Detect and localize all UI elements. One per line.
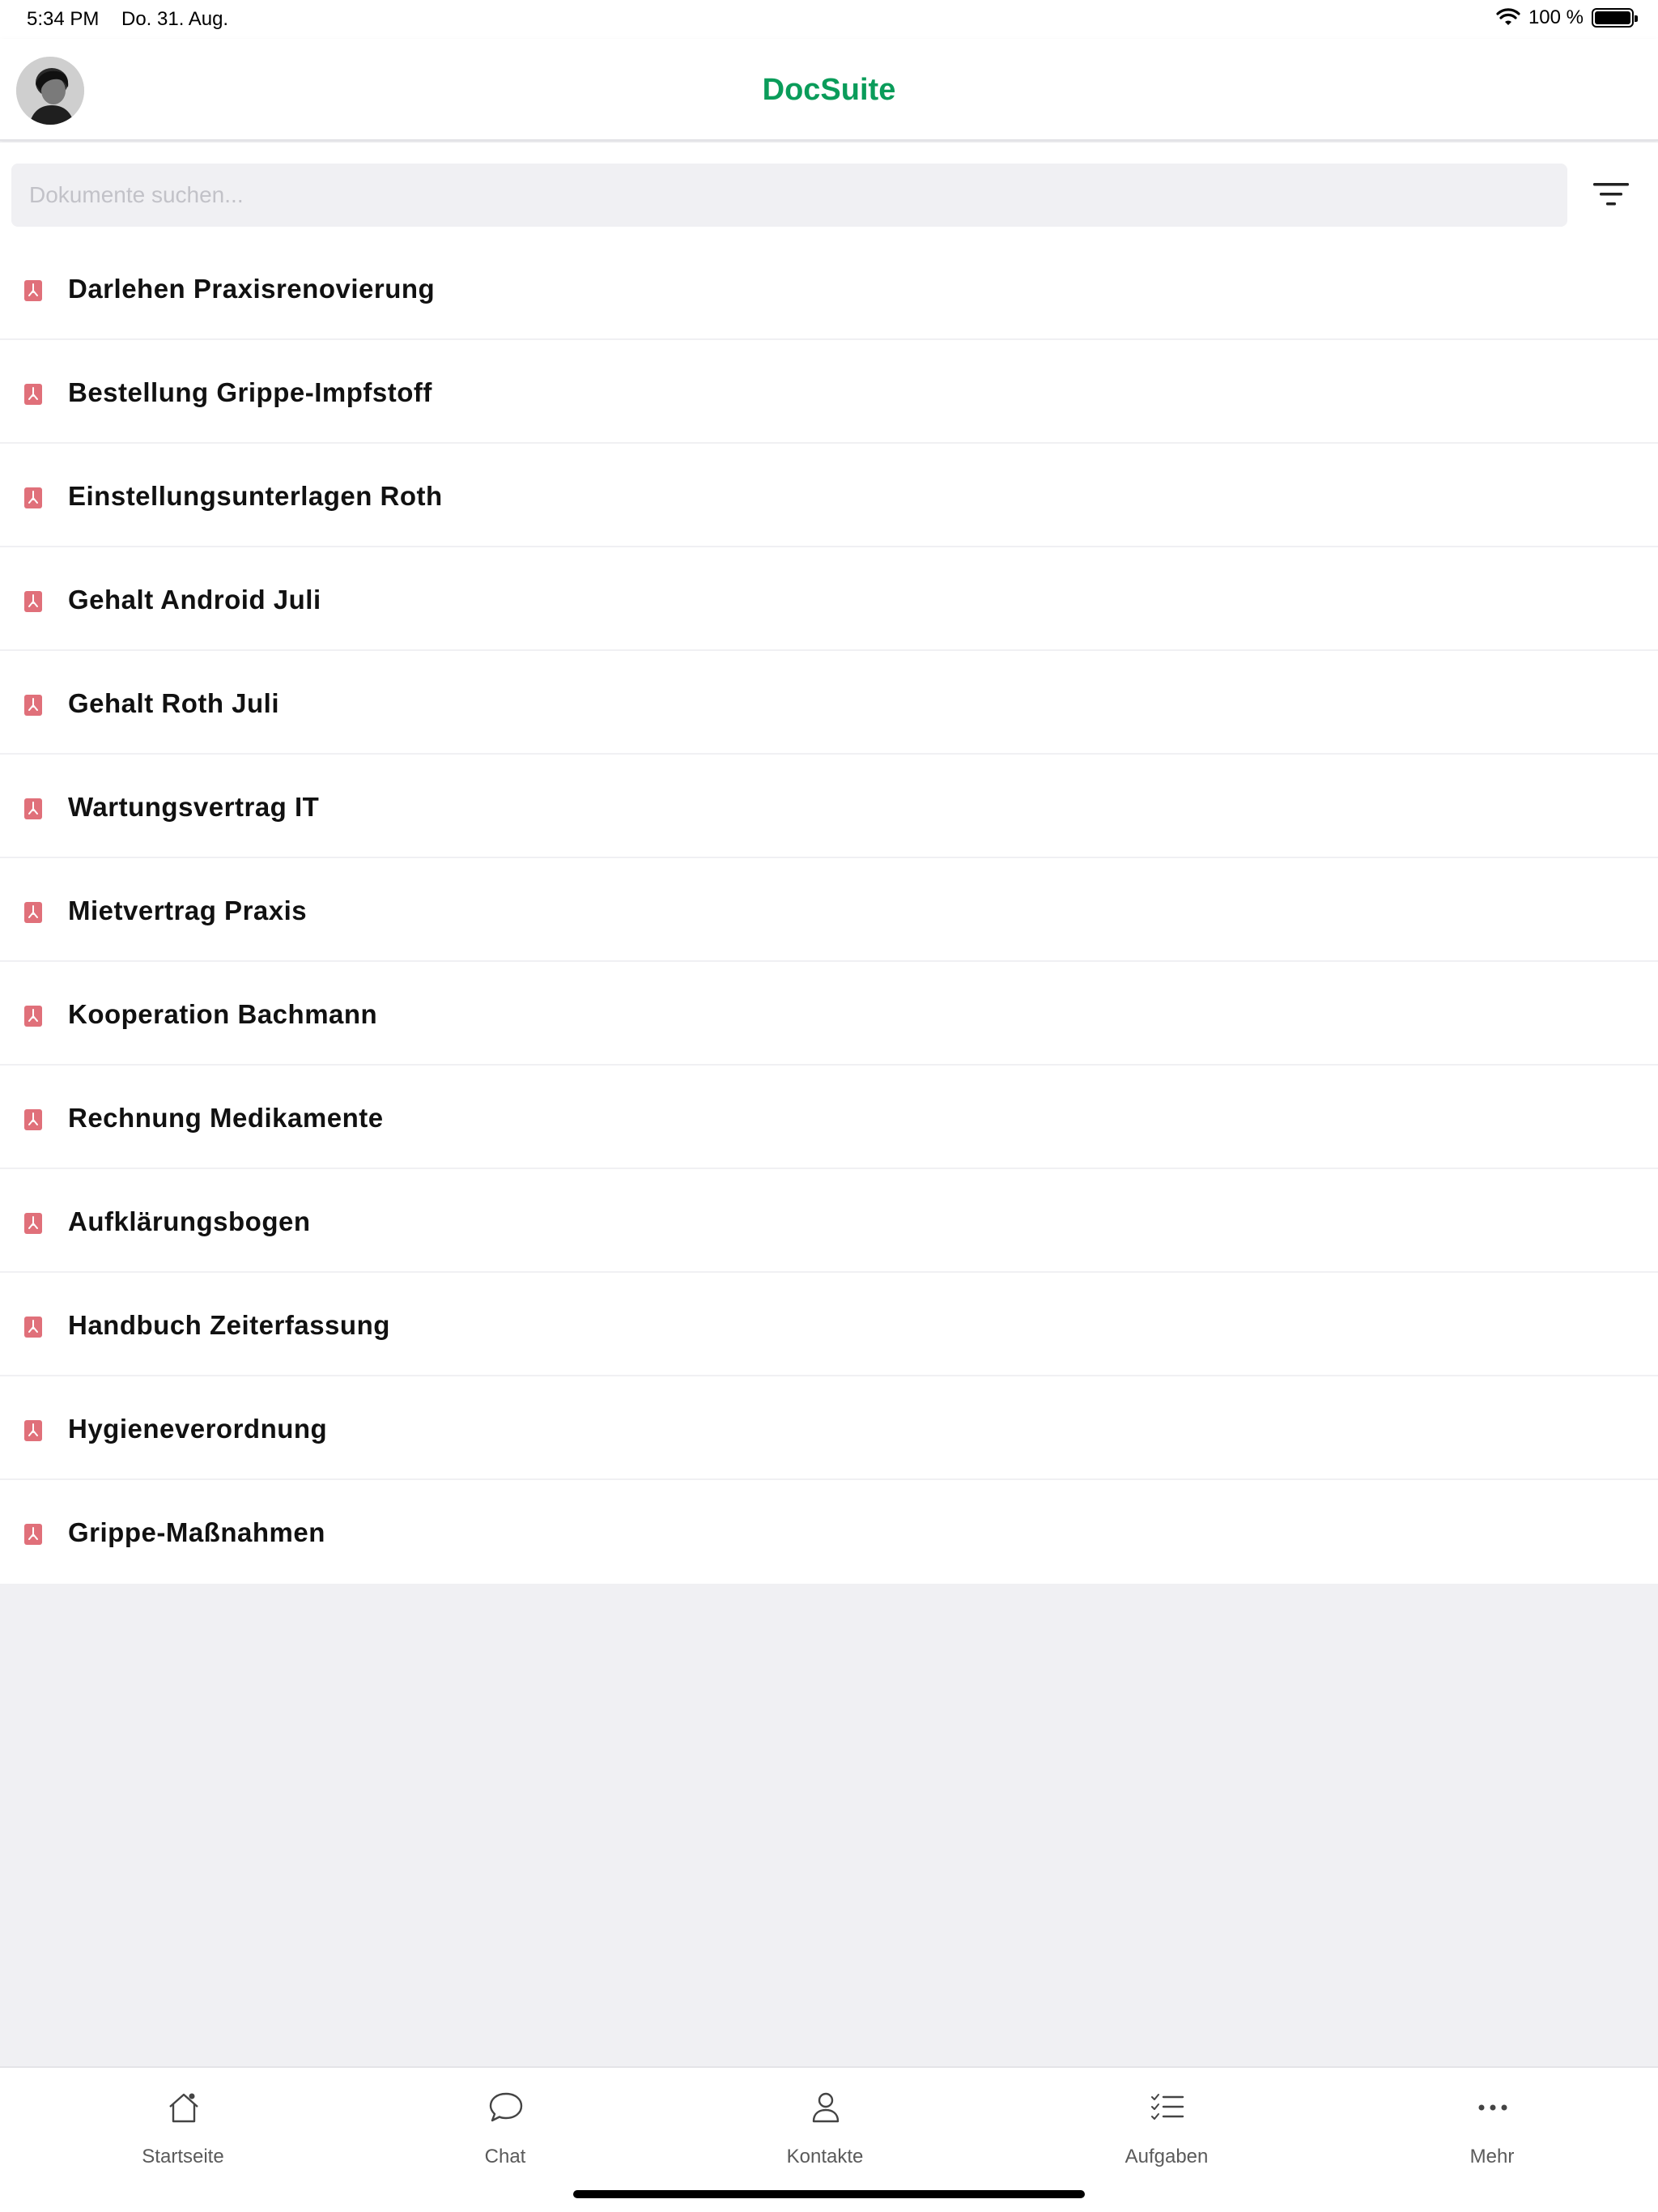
document-list — [0, 236, 1658, 1584]
document-title: Bestellung Grippe-Impfstoff — [68, 377, 432, 407]
document-row[interactable] — [0, 547, 1658, 651]
status-right — [1496, 6, 1634, 29]
document-title: Gehalt Android Juli — [68, 585, 321, 615]
document-title: Handbuch Zeiterfassung — [68, 1310, 390, 1340]
pdf-icon — [24, 798, 42, 819]
document-row[interactable] — [0, 1480, 1658, 1584]
tab-label: Chat — [484, 2146, 526, 2167]
document-row[interactable] — [0, 1273, 1658, 1376]
pdf-icon — [24, 1213, 42, 1234]
tab-kontakte[interactable] — [720, 2068, 930, 2181]
document-row[interactable] — [0, 858, 1658, 962]
tab-label: Kontakte — [786, 2146, 864, 2167]
document-title: Rechnung Medikamente — [68, 1103, 384, 1133]
document-row[interactable] — [0, 1066, 1658, 1169]
document-title: Kooperation Bachmann — [68, 999, 378, 1029]
document-title: Aufklärungsbogen — [68, 1206, 311, 1236]
battery-icon — [1592, 8, 1634, 28]
pdf-icon — [24, 1524, 42, 1545]
tab-label: Mehr — [1469, 2146, 1515, 2167]
document-title: Grippe-Maßnahmen — [68, 1517, 325, 1547]
document-row[interactable] — [0, 444, 1658, 547]
document-title: Mietvertrag Praxis — [68, 895, 308, 925]
status-bar — [0, 0, 1658, 39]
home-indicator[interactable] — [573, 2190, 1085, 2198]
tab-chat[interactable] — [400, 2068, 610, 2181]
tab-startseite[interactable] — [78, 2068, 288, 2181]
battery-percentage: 100 % — [1528, 6, 1584, 28]
task-list-icon — [1149, 2089, 1186, 2126]
status-time: 5:34 PM — [27, 8, 100, 30]
wifi-icon — [1496, 8, 1520, 28]
pdf-icon — [24, 1317, 42, 1338]
document-row[interactable] — [0, 1376, 1658, 1480]
pdf-icon — [24, 591, 42, 612]
status-date: Do. 31. Aug. — [121, 8, 229, 30]
tab-label: Aufgaben — [1124, 2146, 1209, 2167]
tab-label: Startseite — [142, 2146, 224, 2167]
pdf-icon — [24, 695, 42, 716]
tab-aufgaben[interactable] — [1061, 2068, 1272, 2181]
pdf-icon — [24, 1006, 42, 1027]
search-bar — [0, 143, 1658, 236]
home-icon — [165, 2089, 202, 2126]
app-header — [0, 39, 1658, 141]
pdf-icon — [24, 1420, 42, 1441]
person-icon — [807, 2089, 844, 2126]
document-row[interactable] — [0, 340, 1658, 444]
chat-icon — [487, 2089, 525, 2126]
document-row[interactable] — [0, 236, 1658, 340]
pdf-icon — [24, 1109, 42, 1130]
document-title: Gehalt Roth Juli — [68, 688, 280, 718]
pdf-icon — [24, 487, 42, 508]
document-title: Darlehen Praxisrenovierung — [68, 274, 436, 304]
pdf-icon — [24, 280, 42, 301]
document-row[interactable] — [0, 651, 1658, 755]
tab-mehr[interactable] — [1387, 2068, 1597, 2181]
document-row[interactable] — [0, 1169, 1658, 1273]
more-icon — [1474, 2089, 1511, 2126]
app-title: DocSuite — [762, 73, 896, 107]
filter-icon[interactable] — [1590, 178, 1632, 211]
document-title: Hygieneverordnung — [68, 1414, 328, 1444]
pdf-icon — [24, 384, 42, 405]
pdf-icon — [24, 902, 42, 923]
document-title: Einstellungsunterlagen Roth — [68, 481, 443, 511]
document-row[interactable] — [0, 755, 1658, 858]
document-title: Wartungsvertrag IT — [68, 792, 320, 822]
search-input[interactable] — [11, 164, 1567, 227]
document-row[interactable] — [0, 962, 1658, 1066]
